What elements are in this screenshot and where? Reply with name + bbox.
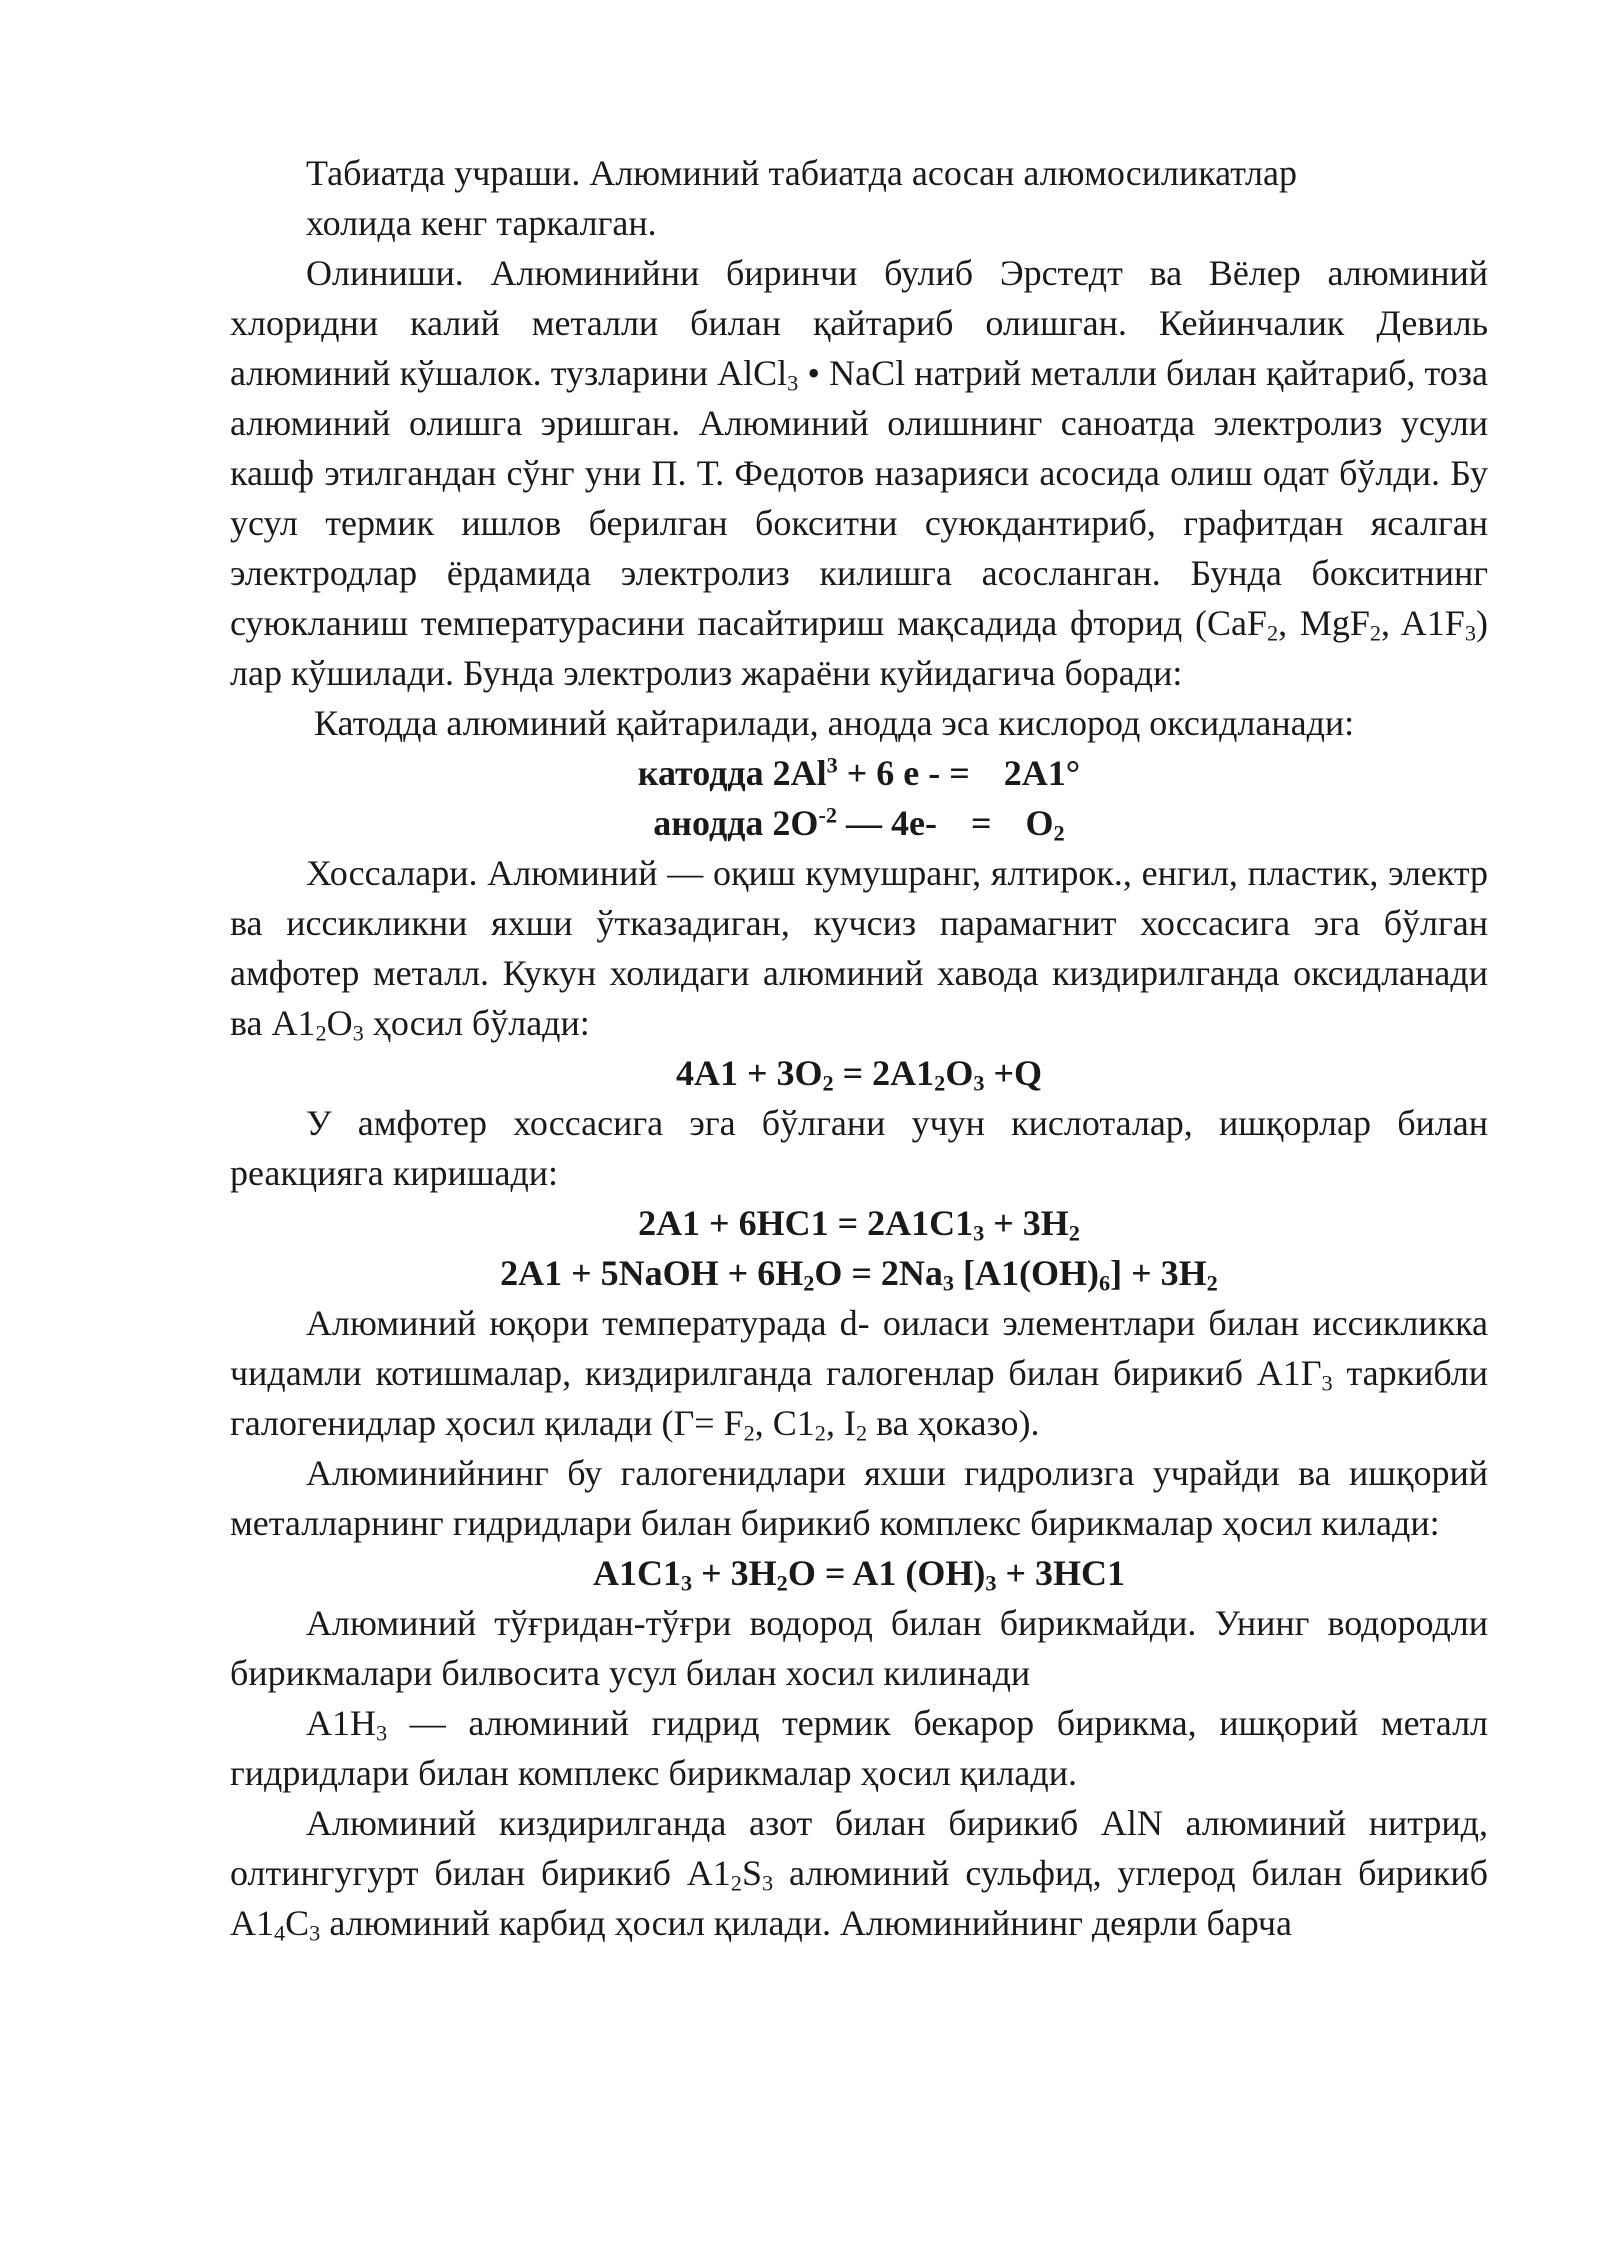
text: Табиатда учраши. Алюминий табиатда асосан алюмосиликатлар — [306, 153, 1298, 193]
text: + 3H — [692, 1553, 777, 1593]
text: + 6 е - = — [837, 753, 970, 793]
paragraph-hydride — [230, 1698, 1488, 1798]
paragraph-properties — [230, 848, 1488, 1048]
text: C — [285, 1903, 310, 1943]
paragraph-amphoteric — [230, 1098, 1488, 1198]
paragraph-nitride-sulfide-carbide — [230, 1798, 1488, 1948]
subscript: 3 — [376, 1720, 388, 1746]
paragraph-occurrence-line-2 — [230, 198, 1488, 248]
text: 2A1 + 5NaOH + 6H — [500, 1253, 804, 1293]
text: O = A1 (OH) — [787, 1553, 986, 1593]
paragraph-hydrogen — [230, 1598, 1488, 1698]
subscript: 2 — [1068, 1220, 1080, 1246]
subscript: 3 — [787, 370, 799, 396]
paragraph-halides — [230, 1298, 1488, 1448]
subscript: 2 — [1266, 620, 1279, 646]
subscript: 3 — [973, 1070, 985, 1096]
text: анодда 2O — [653, 803, 819, 843]
subscript: 3 — [352, 1020, 364, 1046]
subscript: 2 — [1369, 620, 1382, 646]
text: +Q — [984, 1053, 1043, 1093]
subscript: 3 — [761, 1870, 774, 1896]
subscript: 2 — [315, 1020, 327, 1046]
text: холида кенг таркалган. — [306, 203, 657, 243]
paragraph-hydrolysis — [230, 1448, 1488, 1548]
text: S — [741, 1853, 762, 1893]
text: 2A1 + 6HC1 = 2A1C1 — [638, 1203, 974, 1243]
text: алюминий карбид ҳосил қилади. Алюминийнинг деярли барча — [320, 1903, 1292, 1943]
superscript: -2 — [818, 802, 838, 828]
text: = 2A1 — [833, 1053, 935, 1093]
paragraph-occurrence-line-1 — [230, 148, 1488, 198]
subscript: 6 — [1099, 1270, 1111, 1296]
text: • NaCl натрий металли билан қайтариб, тоза алюминий олишга эришган. Алюминий олишнинг саноатда электролиз усули кашф этилгандан сўнг уни П. Т. Федотов назарияси асосида олиш одат бўлди. Бу усул термик ишлов берилган бокситни суюкдантириб, графитдан ясалган электродлар ёрдамида электролиз килишга асосланган. Бунда бокситнинг суюкланиш температурасини пасайтириш мақсадида фторид (CaF — [230, 353, 1489, 643]
text: Алюминий юқори температурада d- оиласи элементлари билан иссикликка чидамли котишмалар, киздирилганда галогенлар билан бирикиб A1Г — [230, 1303, 1488, 1393]
text: — алюминий гидрид термик бекарор бирикма, ишқорий металл гидридлари билан комплекс бирикмалар ҳосил қилади. — [230, 1703, 1488, 1793]
text: 2A1° — [1003, 753, 1081, 793]
text: [A1(OH) — [954, 1253, 1099, 1293]
subscript: 3 — [1464, 620, 1476, 646]
text: A1H — [306, 1703, 376, 1743]
text: , C1 — [754, 1403, 815, 1443]
text: ҳосил бўлади: — [363, 1003, 590, 1043]
text: , MgF — [1278, 603, 1370, 643]
subscript: 2 — [822, 1070, 834, 1096]
text: ва ҳоказо). — [867, 1403, 1040, 1443]
text: Алюминий киздирилганда азот билан бирикиб AlN алюминий нитрид, олтингугурт билан бирикиб A1 — [230, 1803, 1488, 1893]
text: + 3HC1 — [996, 1553, 1125, 1593]
subscript: 2 — [803, 1270, 815, 1296]
subscript: 2 — [814, 1420, 826, 1446]
subscript: 3 — [680, 1570, 693, 1596]
subscript: 2 — [934, 1070, 946, 1096]
text: У амфотер хоссасига эга бўлгани учун кислоталар, ишқорлар билан реакцияга киришади: — [230, 1103, 1488, 1193]
text: Олиниши. Алюминийни биринчи булиб Эрстедт ва Вёлер алюминий хлоридни калий металли билан қайтариб олишган. Кейинчалик Девиль алюминий кўшалок. тузларини AlCl — [230, 253, 1488, 393]
equation-cathode — [230, 748, 1488, 798]
text: Катодда алюминий қайтарилади, анодда эса кислород оксидланади: — [314, 703, 1355, 743]
text: A1C1 — [592, 1553, 681, 1593]
subscript: 3 — [309, 1920, 321, 1946]
document-body — [230, 148, 1488, 1948]
equation-anode — [230, 798, 1488, 848]
subscript: 3 — [973, 1220, 985, 1246]
text: O — [1025, 803, 1054, 843]
text: + 3H — [984, 1203, 1069, 1243]
text: Алюминийнинг бу галогенидлари яхши гидролизга учрайди ва ишқорий металларнинг гидридлари билан бирикиб комплекс бирикмалар ҳосил килади: — [230, 1453, 1488, 1543]
text: O — [326, 1003, 353, 1043]
text: ] + 3H — [1110, 1253, 1207, 1293]
text: катодда 2Al — [637, 753, 827, 793]
equation-hcl — [230, 1198, 1488, 1248]
text: O — [945, 1053, 974, 1093]
text: ) лар кўшилади. Бунда электролиз жараёни куйидагича боради: — [230, 603, 1488, 693]
subscript: 3 — [985, 1570, 997, 1596]
text: Алюминий тўғридан-тўғри водород билан бирикмайди. Унинг водородли бирикмалари билвосита усул билан хосил килинади — [230, 1603, 1488, 1693]
subscript: 3 — [942, 1270, 955, 1296]
subscript: 2 — [855, 1420, 868, 1446]
subscript: 2 — [730, 1870, 742, 1896]
equation-hydrolysis — [230, 1548, 1488, 1598]
subscript: 2 — [743, 1420, 755, 1446]
equation-naoh — [230, 1248, 1488, 1298]
paragraph-production — [230, 248, 1488, 698]
text: , A1F — [1381, 603, 1465, 643]
text: Хоссалари. Алюминий — оқиш кумушранг, ялтирок., енгил, пластик, электр ва иссикликни яхши ўтказадиган, кучсиз парамагнит хоссасига эга бўлган амфотер металл. Кукун холидаги алюминий хавода киздирилганда оксидланади ва A1 — [230, 853, 1488, 1043]
text: таркибли галогенидлар ҳосил қилади (Г= F — [230, 1353, 1489, 1443]
text: алюминий сульфид, углерод билан бирикиб A1 — [230, 1853, 1488, 1943]
text: , I — [825, 1403, 856, 1443]
subscript: 2 — [1206, 1270, 1218, 1296]
text: = — [971, 803, 992, 843]
subscript: 2 — [776, 1570, 788, 1596]
subscript: 4 — [274, 1920, 286, 1946]
text: 4A1 + 3O — [675, 1053, 823, 1093]
subscript: 3 — [1321, 1370, 1333, 1396]
text: — 4е- — [837, 803, 937, 843]
text: O = 2Na — [814, 1253, 943, 1293]
subscript: 2 — [1053, 820, 1065, 846]
equation-oxide — [230, 1048, 1488, 1098]
paragraph-electrode-intro — [230, 698, 1488, 748]
superscript: 3 — [826, 752, 838, 778]
